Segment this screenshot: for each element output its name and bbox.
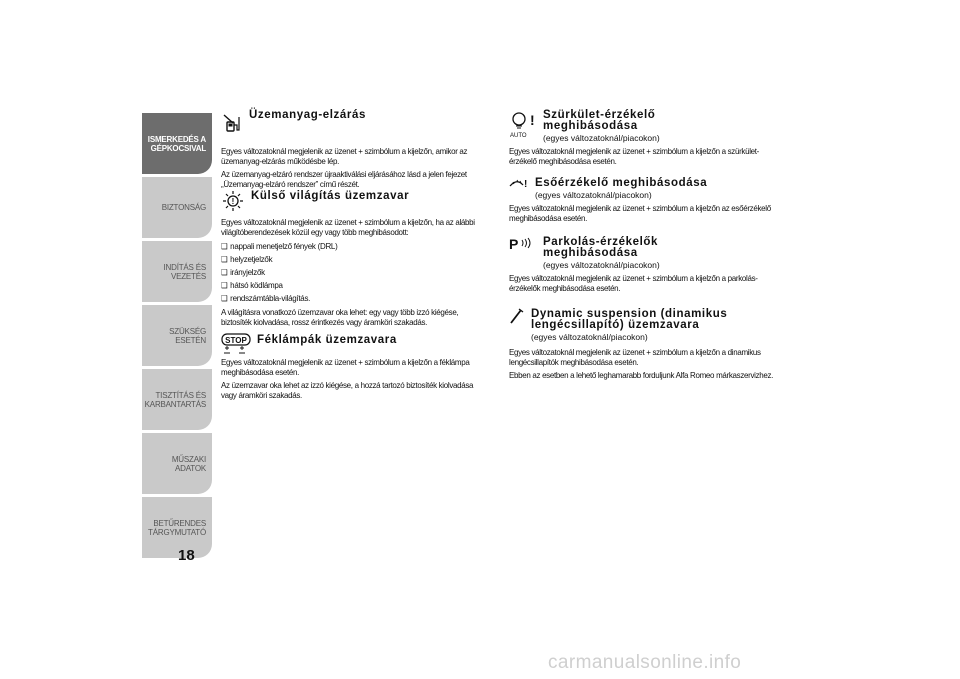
- title-line: Esőérzékelő meghibásodása: [535, 177, 708, 189]
- section-heading: [509, 307, 779, 343]
- section-title: Külső világítás üzemzavar: [251, 190, 410, 202]
- list-item: ❑ nappali menetjelző fények (DRL): [221, 240, 472, 253]
- section-heading: [509, 176, 779, 201]
- paragraph: A világításra vonatkozó üzemzavar oka lehet: egy vagy több izzó kiégése, biztosíték kiolvadása, rossz érintkezés vagy áramköri szakadás.: [221, 307, 459, 327]
- stop-label: STOP: [225, 336, 247, 345]
- twilight-sensor-icon: [509, 108, 537, 138]
- bullet-list: [221, 240, 491, 305]
- paragraph: Egyes változatoknál megjelenik az üzenet + szimbólum a kijelzőn az esőérzékelő meghibásodása esetén.: [509, 203, 771, 223]
- title-line: meghibásodása: [543, 120, 638, 132]
- paragraph: Egyes változatoknál megjelenik az üzenet + szimbólum a kijelzőn a féklámpa meghibásodása esetén.: [221, 357, 470, 377]
- list-item: ❑ hátsó ködlámpa: [221, 279, 472, 292]
- title-line: lengécsillapító) üzemzavara: [531, 319, 700, 331]
- tab-inditas[interactable]: [142, 241, 212, 302]
- tab-label: BETŰRENDES TÁRGYMUTATÓ: [148, 518, 206, 537]
- exterior-light-fault-icon: [221, 189, 245, 213]
- section-heading: [221, 108, 491, 134]
- section-subtitle: (egyes változatoknál/piacokon): [543, 260, 660, 270]
- left-column: [221, 108, 491, 406]
- section-twilight-sensor: [509, 108, 779, 166]
- section-heading: [221, 333, 491, 355]
- title-line: Parkolás-érzékelők: [543, 236, 659, 248]
- paragraph: Egyes változatoknál megjelenik az üzenet + szimbólum a kijelzőn a parkolás-érzékelők meghibásodása esetén.: [509, 273, 758, 293]
- watermark: carmanualsonline.info: [548, 652, 742, 673]
- paragraph: Egyes változatoknál megjelenik az üzenet + szimbólum a kijelzőn a dinamikus lengécsillapítók meghibásodása esetén.: [509, 347, 761, 367]
- tab-label: ISMERKEDÉS A GÉPKOCSIVAL: [147, 134, 206, 153]
- svg-text:P: P: [509, 236, 519, 252]
- svg-text:!: !: [530, 112, 535, 128]
- section-subtitle: (egyes változatoknál/piacokon): [543, 133, 660, 143]
- paragraph: Az üzemzavar oka lehet az izzó kiégése, a hozzá tartozó biztosíték kiolvadása vagy áramköri szakadás.: [221, 380, 474, 400]
- tab-label: MŰSZAKI ADATOK: [171, 454, 206, 473]
- tab-label: SZÜKSÉG ESETÉN: [169, 326, 206, 345]
- section-title: [531, 307, 727, 343]
- section-dynamic-suspension: [509, 307, 779, 380]
- list-item: ❑ helyzetjelzők: [221, 253, 472, 266]
- title-line: Dynamic suspension (dinamikus: [531, 308, 728, 320]
- tab-biztonsag[interactable]: [142, 177, 212, 238]
- paragraph: Egyes változatoknál megjelenik az üzenet + szimbólum a kijelzőn a szürkület-érzékelő meghibásodása esetén.: [509, 146, 760, 166]
- rain-sensor-icon: [509, 176, 529, 190]
- title-line: Szürkület-érzékelő: [543, 109, 656, 121]
- title-line: meghibásodása: [543, 247, 638, 259]
- tab-tisztitas[interactable]: [142, 369, 212, 430]
- svg-text:!: !: [524, 179, 528, 190]
- section-title: Féklámpák üzemzavara: [257, 334, 397, 346]
- section-fuel-cutoff: [221, 108, 491, 189]
- section-title: [543, 235, 660, 271]
- right-column: [509, 108, 779, 386]
- tab-szukseg[interactable]: [142, 305, 212, 366]
- chapter-tabs: [142, 113, 212, 561]
- section-brake-lights: [221, 333, 491, 400]
- section-subtitle: (egyes változatoknál/piacokon): [535, 190, 652, 200]
- section-heading: [509, 235, 779, 271]
- paragraph: Ebben az esetben a lehető leghamarabb forduljunk Alfa Romeo márkaszervizhez.: [509, 370, 774, 380]
- section-heading: [221, 189, 491, 213]
- paragraph: Egyes változatoknál megjelenik az üzenet + szimbólum a kijelzőn, amikor az üzemanyag-elzárás működésbe lép.: [221, 146, 468, 166]
- page-number: 18: [178, 547, 195, 564]
- parking-sensor-icon: [509, 235, 537, 253]
- tab-muszaki[interactable]: [142, 433, 212, 494]
- paragraph: Az üzemanyag-elzáró rendszer újraaktiválási eljárásához lásd a jelen fejezet „Üzemanyag-elzáró rendszer” című részét.: [221, 169, 467, 189]
- tab-label: BIZTONSÁG: [161, 203, 206, 212]
- section-parking-sensors: [509, 235, 779, 293]
- section-exterior-lights: [221, 189, 491, 327]
- paragraph: Egyes változatoknál megjelenik az üzenet + szimbólum a kijelzőn, ha az alábbi világítóberendezések közül egy vagy több meghibásodott:: [221, 217, 475, 237]
- auto-label: AUTO: [510, 133, 527, 138]
- tab-label: TISZTÍTÁS ÉS KARBANTARTÁS: [144, 390, 206, 409]
- list-item: ❑ rendszámtábla-világítás.: [221, 292, 472, 305]
- tab-targymutato[interactable]: [142, 497, 212, 558]
- svg-text:!: !: [231, 197, 235, 206]
- section-title: [543, 108, 660, 144]
- brake-light-fault-icon: [221, 333, 251, 355]
- suspension-icon: [509, 307, 525, 325]
- section-title: Üzemanyag-elzárás: [249, 109, 366, 121]
- section-title: [535, 176, 707, 201]
- fuel-cutoff-icon: [221, 108, 243, 134]
- section-heading: [509, 108, 779, 144]
- tab-label: INDÍTÁS ÉS VEZETÉS: [163, 262, 206, 281]
- section-rain-sensor: [509, 176, 779, 223]
- section-subtitle: (egyes változatoknál/piacokon): [531, 332, 648, 342]
- tab-ismerkedes[interactable]: [142, 113, 212, 174]
- list-item: ❑ irányjelzők: [221, 266, 472, 279]
